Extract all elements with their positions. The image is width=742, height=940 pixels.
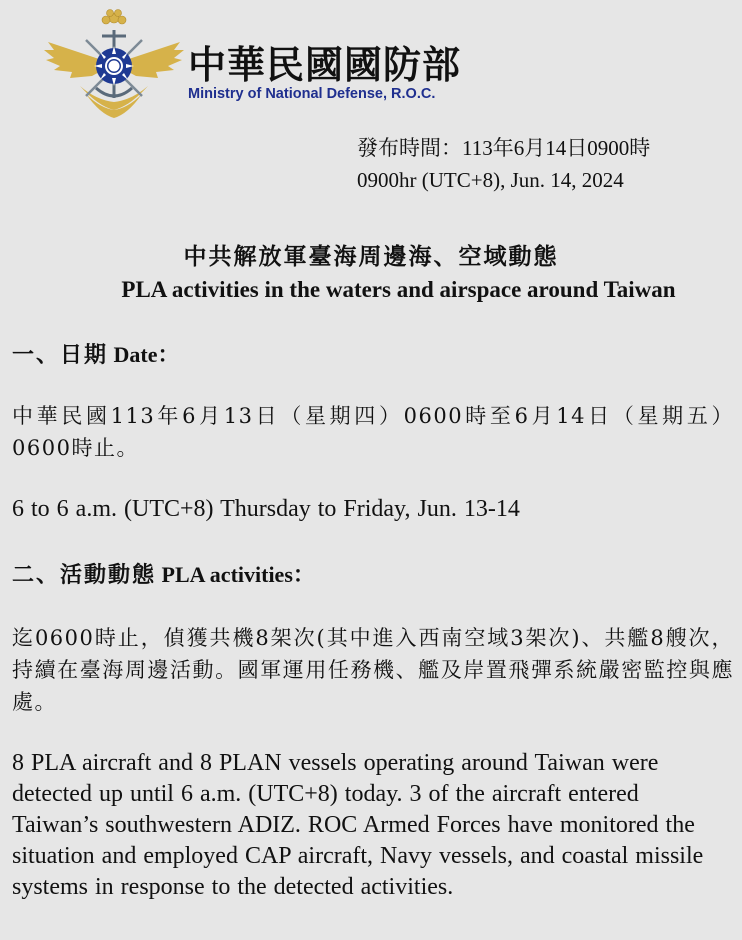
- section-date-heading-cn: 一、日期: [12, 342, 109, 368]
- section-activities-heading: [12, 558, 315, 589]
- release-time: [357, 132, 650, 196]
- org-name-cn: 中華民國國防部: [188, 43, 462, 87]
- activities-body-cn: 迄0600時止，偵獲共機8架次(其中進入西南空域3架次)、共艦8艘次，持續在臺海周邊活動。國軍運用任務機、艦及岸置飛彈系統嚴密監控與應處。: [12, 626, 734, 714]
- section-date-heading: [12, 338, 180, 369]
- section-activities-heading-en: PLA activities：: [161, 562, 315, 587]
- title-en: PLA activities in the waters and airspace around Taiwan: [121, 277, 676, 302]
- date-body-cn: 中華民國113年6月13日（星期四）0600時至6月14日（星期五）0600時止。: [12, 404, 734, 460]
- activities-body-en: 8 PLA aircraft and 8 PLAN vessels operating around Taiwan were detected up until 6 a.m. (UTC+8) today. 3 of the aircraft entered Taiwan’s southwestern ADIZ. ROC Armed Forces have monitored the situation and employed CAP aircraft, Navy vessels, and coastal missile systems in response to the detected activities.: [12, 750, 704, 900]
- release-time-cn: 發布時間：113年6月14日0900時: [357, 136, 651, 160]
- roc-mnd-emblem-icon: [40, 6, 188, 121]
- org-name-en: Ministry of National Defense, R.O.C.: [188, 86, 436, 102]
- section-activities-heading-cn: 二、活動動態: [12, 562, 157, 588]
- section-date-heading-en: Date：: [113, 342, 180, 367]
- document-title: [0, 240, 742, 306]
- release-time-en: 0900hr (UTC+8), Jun. 14, 2024: [357, 168, 624, 192]
- date-body-en: 6 to 6 a.m. (UTC+8) Thursday to Friday, Jun. 13-14: [12, 496, 520, 522]
- title-cn: 中共解放軍臺海周邊海、空域動態: [183, 243, 559, 270]
- letterhead: [40, 6, 500, 121]
